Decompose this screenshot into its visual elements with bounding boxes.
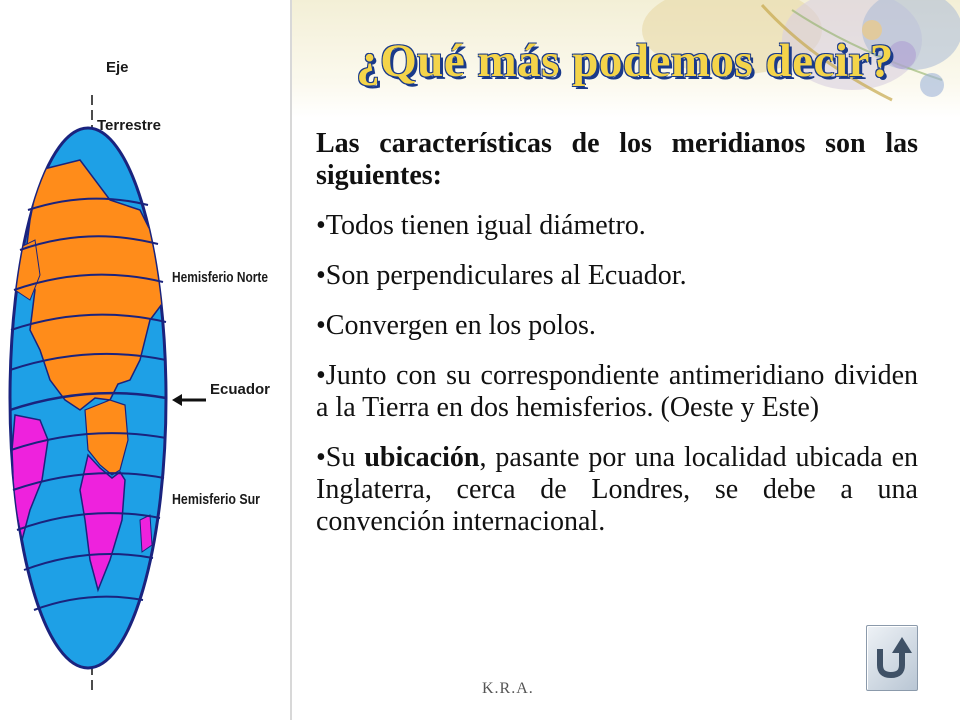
bullet-item: •Son perpendiculares al Ecuador. [316, 260, 687, 291]
emphasis-word: ubicación [364, 442, 480, 473]
axis-label-line2: Terrestre [97, 117, 161, 134]
slide-content [316, 128, 918, 556]
equator-label: Ecuador [210, 381, 271, 398]
return-button[interactable] [866, 625, 918, 691]
south-hemisphere-label: Hemisferio Sur [172, 491, 261, 508]
left-arrow-icon [172, 394, 206, 406]
footer-author: K.R.A. [482, 680, 534, 697]
globe-diagram [0, 0, 290, 720]
bullet-item: •Convergen en los polos. [316, 310, 596, 341]
bullet-item-location [316, 442, 918, 538]
southern-island [140, 515, 152, 552]
u-turn-arrow-icon [872, 635, 912, 679]
north-hemisphere-label: Hemisferio Norte [172, 269, 268, 286]
globe-diagram-panel [0, 0, 292, 720]
axis-label-line1: Eje [106, 59, 129, 76]
bullet-item: •Todos tienen igual diámetro. [316, 210, 646, 241]
intro-text: Las características de los meridianos son las siguientes: [316, 128, 918, 191]
bullet-item: •Junto con su correspondiente antimeridiano dividen a la Tierra en dos hemisferios. (Oeste y Este) [316, 360, 918, 423]
bullet-suffix: , pasante por una localidad ubicada en Inglaterra, cerca de Londres, se debe a una convención internacional. [316, 442, 918, 537]
slide-title: ¿Qué más podemos decir? [356, 35, 894, 87]
bullet-prefix: •Su [316, 442, 365, 473]
